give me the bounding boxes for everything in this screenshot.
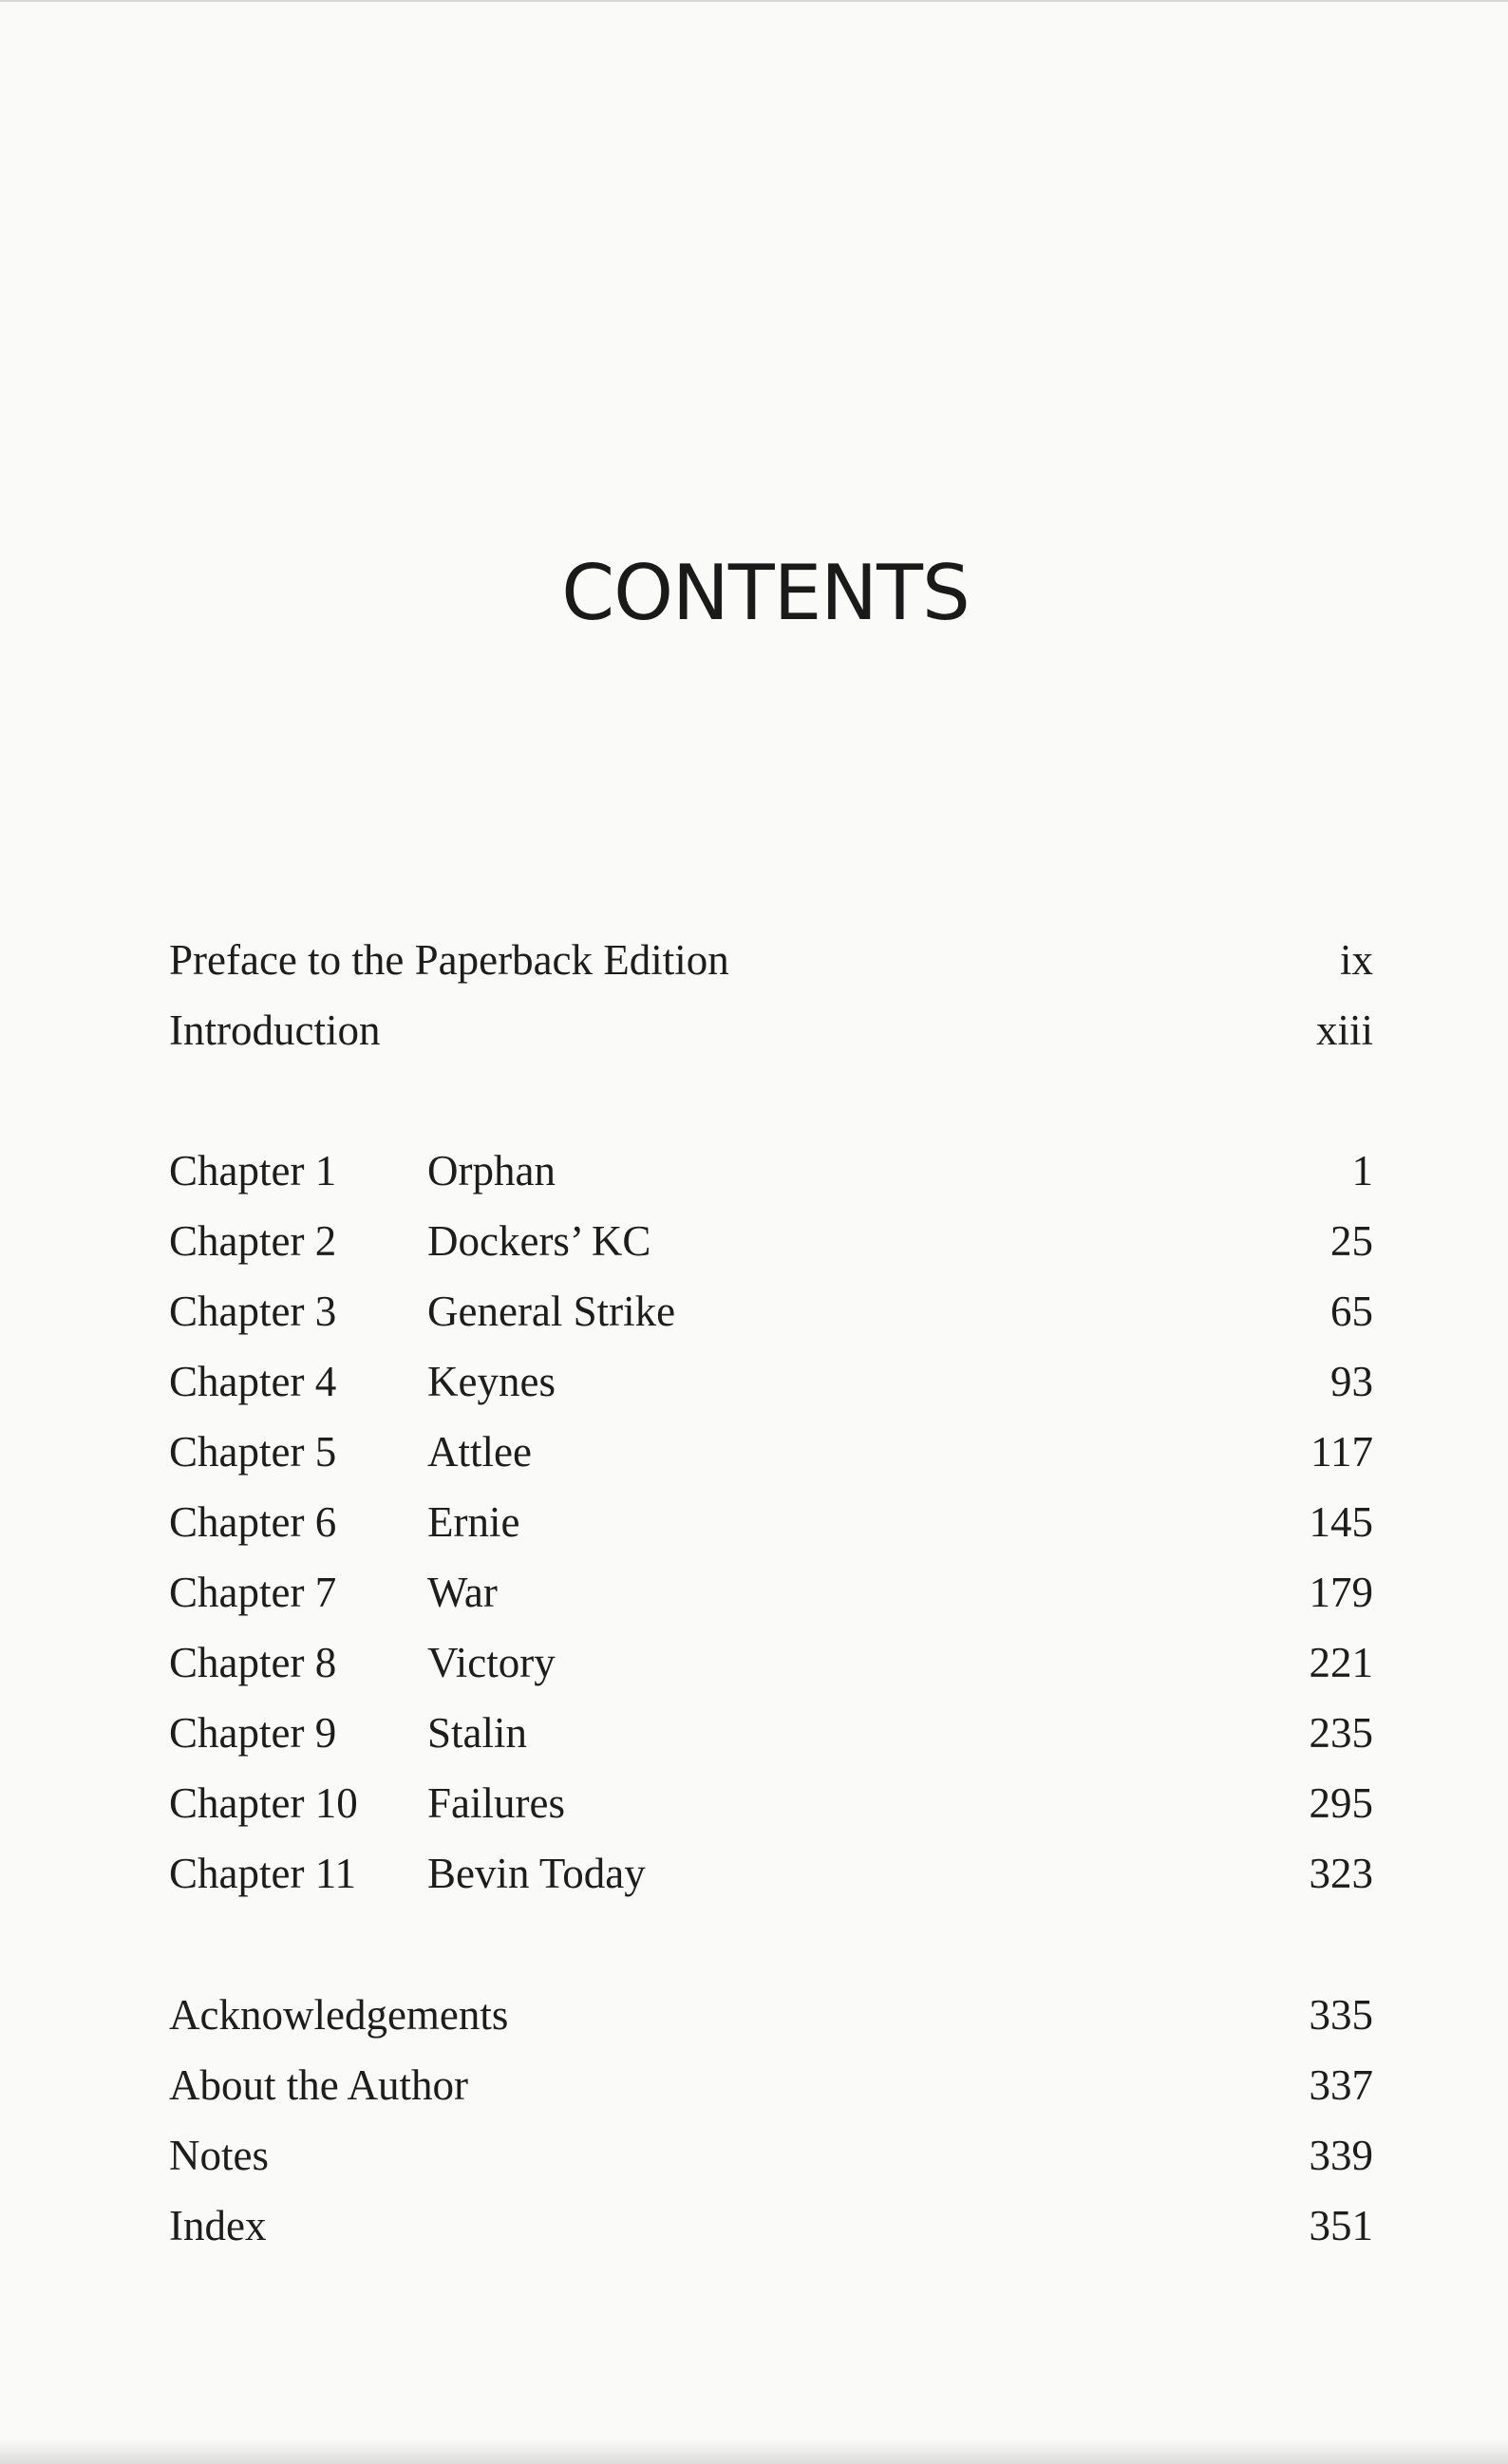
- toc-chapter-row: [169, 1634, 1373, 1691]
- chapter-title: Bevin Today: [427, 1850, 646, 1897]
- chapter-label: Chapter 6: [169, 1498, 337, 1546]
- toc-entry-acknowledgements: [169, 1986, 1373, 2043]
- toc-entry-page: ix: [1339, 936, 1373, 984]
- toc-entry-preface: [169, 931, 1373, 988]
- toc-chapter-row: [169, 1564, 1373, 1621]
- toc-entry-index: [169, 2197, 1373, 2254]
- chapter-page: 323: [1309, 1850, 1373, 1897]
- page-top-edge: [0, 0, 1508, 2]
- chapter-title: Keynes: [427, 1358, 556, 1405]
- chapter-title: Attlee: [427, 1428, 532, 1476]
- toc-entry-page: 335: [1309, 1991, 1373, 2039]
- chapter-title: Victory: [427, 1639, 556, 1686]
- toc-entry-notes: [169, 2127, 1373, 2184]
- chapter-title: Orphan: [427, 1147, 556, 1194]
- chapter-label: Chapter 4: [169, 1358, 337, 1405]
- toc-chapter-row: [169, 1494, 1373, 1551]
- toc-entry-about-the-author: [169, 2057, 1373, 2114]
- toc-entry-page: 337: [1309, 2061, 1373, 2109]
- chapter-title: Stalin: [427, 1709, 528, 1757]
- chapter-page: 145: [1309, 1498, 1373, 1546]
- toc-entry-page: 351: [1309, 2202, 1373, 2249]
- toc-entry-label: Notes: [169, 2132, 269, 2179]
- toc-chapter-row: [169, 1142, 1373, 1199]
- chapter-title: Ernie: [427, 1498, 520, 1546]
- chapter-title: Dockers’ KC: [427, 1217, 651, 1265]
- chapter-label: Chapter 3: [169, 1288, 337, 1335]
- toc-chapter-row: [169, 1423, 1373, 1480]
- chapter-page: 179: [1309, 1569, 1373, 1616]
- chapter-label: Chapter 1: [169, 1147, 337, 1194]
- toc-entry-page: 339: [1309, 2132, 1373, 2179]
- chapter-page: 117: [1310, 1428, 1373, 1476]
- toc-entry-label: Introduction: [169, 1006, 381, 1054]
- chapter-title: General Strike: [427, 1288, 676, 1335]
- chapter-label: Chapter 11: [169, 1850, 357, 1897]
- chapter-label: Chapter 5: [169, 1428, 337, 1476]
- toc-chapter-row: [169, 1845, 1373, 1902]
- toc-chapter-row: [169, 1213, 1373, 1270]
- chapter-page: 1: [1351, 1147, 1373, 1194]
- chapter-page: 65: [1330, 1288, 1373, 1335]
- toc-chapter-row: [169, 1283, 1373, 1340]
- toc-entry-label: Acknowledgements: [169, 1991, 509, 2039]
- chapter-page: 235: [1309, 1709, 1373, 1757]
- chapter-label: Chapter 10: [169, 1779, 358, 1827]
- chapter-page: 93: [1330, 1358, 1373, 1405]
- toc-entry-label: Index: [169, 2202, 267, 2249]
- toc-chapter-row: [169, 1775, 1373, 1832]
- chapter-label: Chapter 7: [169, 1569, 337, 1616]
- chapter-title: Failures: [427, 1779, 565, 1827]
- chapter-page: 221: [1309, 1639, 1373, 1686]
- chapter-title: War: [427, 1569, 498, 1616]
- toc-entry-introduction: [169, 1002, 1373, 1059]
- chapter-page: 25: [1330, 1217, 1373, 1265]
- chapter-page: 295: [1309, 1779, 1373, 1827]
- toc-chapter-row: [169, 1353, 1373, 1410]
- chapter-label: Chapter 9: [169, 1709, 337, 1757]
- page-title: CONTENTS: [561, 549, 970, 637]
- chapter-label: Chapter 8: [169, 1639, 337, 1686]
- toc-chapter-row: [169, 1704, 1373, 1761]
- toc-entry-label: About the Author: [169, 2061, 468, 2109]
- toc-entry-label: Preface to the Paperback Edition: [169, 936, 729, 984]
- chapter-label: Chapter 2: [169, 1217, 337, 1265]
- toc-entry-page: xiii: [1315, 1006, 1373, 1054]
- page-bottom-edge: [0, 2438, 1508, 2464]
